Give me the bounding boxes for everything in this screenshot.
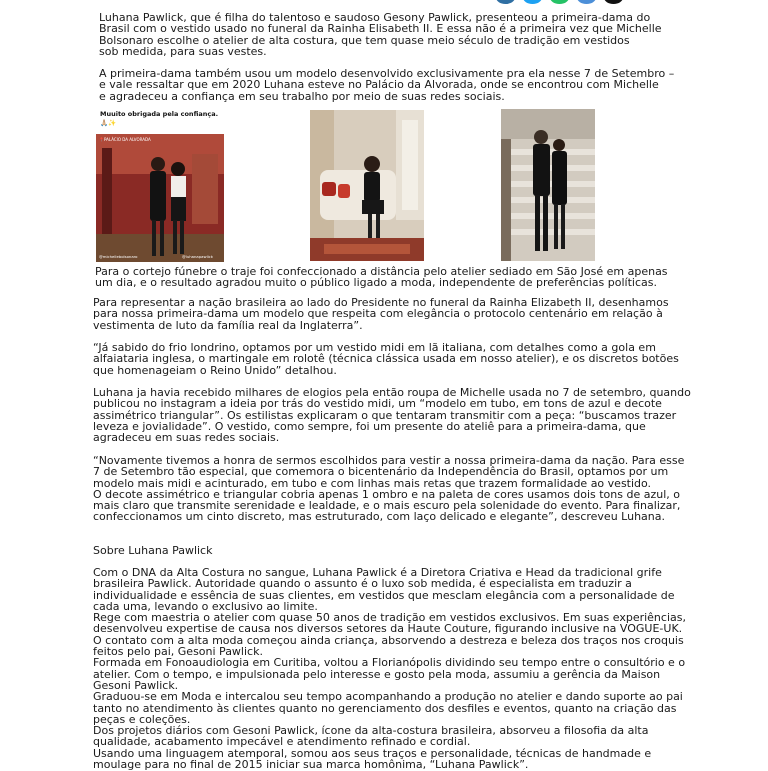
share-icon-a[interactable]: [496, 0, 515, 4]
share-icon-d[interactable]: [577, 0, 596, 4]
tag-right: @luhanapawlick: [182, 254, 213, 259]
share-bar: [496, 0, 623, 4]
share-icon-c[interactable]: [550, 0, 569, 4]
story-location: 📍PALÁCIO DA ALVORADA: [99, 137, 151, 142]
body-paragraph-4: “Novamente tivemos a honra de sermos escolhidos para vestir a nossa primeira-dama da nação. Para esse 7 de Setembro tão especial, que comemora o bicentenário da Independência do Brasil, optamos por um modelo mais midi e acinturado, em tubo e com linhas mais retas que trazem formalidade ao vestido. O decote assimétrico e triangular cobria apenas 1 ombro e na paleta de cores usamos dois tons de azul, o mais claro que transmite serenidade e lealdade, e o mais escuro pela solenidade do evento. Para finalizar, confeccionamos um cinto discreto, mas estruturado, com laço delicado e elegante”, descreveu Luhana.: [93, 454, 685, 524]
intro-paragraph-2: A primeira-dama também usou um modelo desenvolvido exclusivamente pra ela nesse 7 de Setembro – e vale ressaltar que em 2020 Luhana esteve no Palácio da Alvorada, onde se encontrou com Michelle e agradeceu a confiança em seu trabalho por meio de suas redes sociais.: [99, 67, 675, 103]
share-icon-e[interactable]: [604, 0, 623, 4]
photo-caption: Para o cortejo fúnebre o traje foi confeccionado a distância pelo atelier sediado em São José em apenas um dia, e o resultado agradou muito o público ligado a moda, independente de preferências políticas.: [95, 265, 668, 290]
intro-paragraph-1: Luhana Pawlick, que é filha do talentoso e saudoso Gesony Pawlick, presenteou a primeira-dama do Brasil com o vestido usado no funeral da Rainha Elisabeth II. E essa não é a primeira vez que Michelle Bolsonaro escolhe o atelier de alta costura, que tem quase meio século de tradição em vestidos sob medida, para suas vestes.: [99, 11, 662, 58]
body-paragraph-1: Para representar a nação brasileira ao lado do Presidente no funeral da Rainha Elizabeth II, desenhamos para nossa primeira-dama um modelo que respeita com elegância o protocolo centenário em relação à vestimenta de luto da família real da Inglaterra”.: [93, 296, 669, 332]
about-heading: Sobre Luhana Pawlick: [93, 544, 213, 557]
body-paragraph-2: “Já sabido do frio londrino, optamos por um vestido midi em lã italiana, com detalhes como a gola em alfaiataria inglesa, o martingale em rolotê (técnica clássica usada em nosso atelier), e os discretos botões que homenageiam o Reino Unido” detalhou.: [93, 341, 679, 377]
staircase-photo: [501, 109, 595, 261]
story-image: [96, 134, 224, 262]
story-caption: Muuito obrigada pela confiança. 🙏🏼✨: [100, 110, 219, 127]
instagram-story-photo: [96, 108, 224, 262]
tag-left: @michellebolsonaro: [99, 254, 138, 259]
sofa-photo: [310, 110, 424, 261]
staircase-image: [501, 109, 595, 261]
share-icon-b[interactable]: [523, 0, 542, 4]
sofa-image: [310, 110, 424, 261]
about-text: Com o DNA da Alta Costura no sangue, Luhana Pawlick é a Diretora Criativa e Head da tradicional grife brasileira Pawlick. Autoridade quando o assunto é o luxo sob medida, é especialista em traduzir a individualidade e essência de suas clientes, em vestidos que mesclam elegância com a personalidade de cada uma, levando o exclusivo ao limite. Rege com maestria o atelier com quase 50 anos de tradição em vestidos exclusivos. Em suas experiências, desenvolveu expertise de causa nos diversos setores da Haute Couture, figurando inclusive na VOGUE-UK. O contato com a alta moda começou ainda criança, absorvendo a destreza e beleza dos traços nos croquis feitos pelo pai, Gesoni Pawlick. Formada em Fonoaudiologia em Curitiba, voltou a Florianópolis dividindo seu tempo entre o consultório e o atelier. Com o tempo, e impulsionada pelo interesse e gosto pela moda, assumiu a gerência da Maison Gesoni Pawlick. Graduou-se em Moda e intercalou seu tempo acompanhando a produção no atelier e dando suporte ao pai tanto no atendimento às clientes quanto no gerenciamento dos desfiles e eventos, quanto na criação das peças e coleções. Dos projetos diários com Gesoni Pawlick, ícone da alta-costura brasileira, absorveu a filosofia da alta qualidade, acabamento impecável e atendimento refinado e cordial. Usando uma linguagem atemporal, somou aos seus traços e personalidade, técnicas de handmade e moulage para no final de 2015 iniciar sua marca homônima, “Luhana Pawlick”.: [93, 566, 686, 771]
body-paragraph-3: Luhana ja havia recebido milhares de elogios pela então roupa de Michelle usada no 7 de setembro, quando publicou no instagram a ideia por trás do vestido midi, um “modelo em tubo, em tons de azul e decote assimétrico triangular”. Os estilistas explicaram o que tentaram transmitir com a peça: “buscamos trazer leveza e jovialidade”. O vestido, como sempre, foi um presente do ateliê para a primeira-dama, que agradeceu em suas redes sociais.: [93, 386, 691, 445]
